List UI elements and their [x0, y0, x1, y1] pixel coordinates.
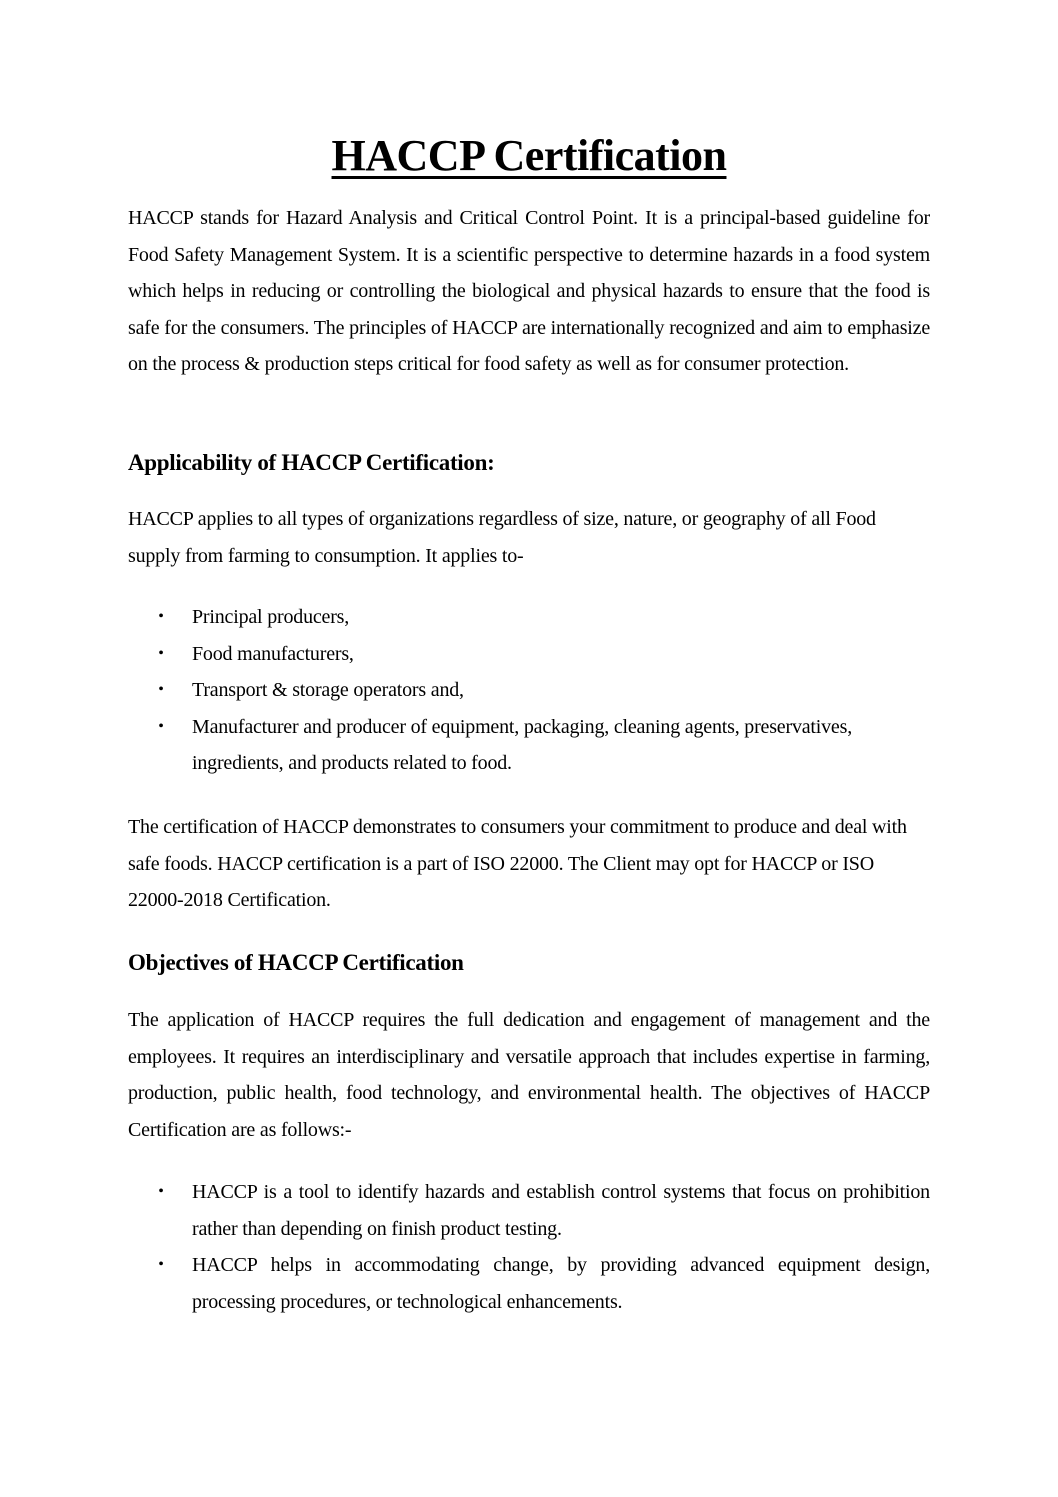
- document-title-text: HACCP Certification: [331, 131, 727, 180]
- list-item: • Food manufacturers,: [128, 636, 930, 673]
- bullet-icon: •: [158, 608, 164, 625]
- bullet-icon: •: [158, 1183, 164, 1200]
- list-item: • Manufacturer and producer of equipment, packaging, cleaning agents, preservatives, ingredients, and products related to food.: [128, 709, 930, 782]
- list-item: • HACCP is a tool to identify hazards and establish control systems that focus on prohibition rather than depending on finish product testing.: [128, 1174, 930, 1247]
- document-title: [0, 126, 1058, 186]
- applicability-paragraph: HACCP applies to all types of organizations regardless of size, nature, or geography of all Food supply from farming to consumption. It applies to-: [128, 508, 876, 567]
- list-item: • Principal producers,: [128, 599, 930, 636]
- applicability-list: [128, 599, 930, 782]
- bullet-icon: •: [158, 1256, 164, 1273]
- list-item: • Transport & storage operators and,: [128, 672, 930, 709]
- bullet-icon: •: [158, 644, 164, 662]
- list-item: • HACCP helps in accommodating change, by providing advanced equipment design, processing procedures, or technological enhancements.: [128, 1247, 930, 1320]
- certification-paragraph: The certification of HACCP demonstrates to consumers your commitment to produce and deal with safe foods. HACCP certification is a part of ISO 22000. The Client may opt for HACCP or ISO 22000-2018 Certification.: [128, 816, 907, 911]
- objectives-list: [128, 1174, 930, 1320]
- section-heading-applicability: Applicability of HACCP Certification:: [128, 450, 495, 475]
- intro-paragraph: HACCP stands for Hazard Analysis and Critical Control Point. It is a principal-based guideline for Food Safety Management System. It is a scientific perspective to determine hazards in a food system which helps in reducing or controlling the biological and physical hazards to ensure that the food is safe for the consumers. The principles of HACCP are internationally recognized and aim to emphasize on the process & production steps critical for food safety as well as for consumer protection.: [128, 207, 930, 375]
- bullet-icon: •: [158, 681, 164, 698]
- section-heading-objectives: Objectives of HACCP Certification: [128, 950, 464, 975]
- bullet-icon: •: [158, 717, 164, 735]
- objectives-paragraph: The application of HACCP requires the full dedication and engagement of management and the employees. It requires an interdisciplinary and versatile approach that includes expertise in farming, production, public health, food technology, and environmental health. The objectives of HACCP Certification are as follows:-: [128, 1009, 930, 1141]
